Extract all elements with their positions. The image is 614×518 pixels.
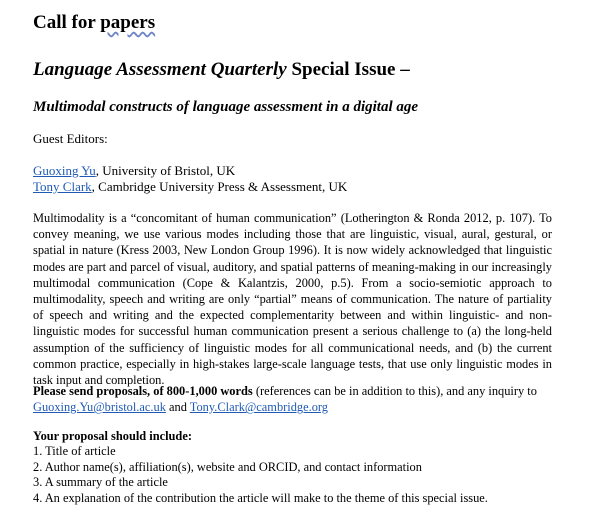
title-prefix: Call for bbox=[33, 12, 101, 33]
proposal-bold-text: Please send proposals, of 800-1,000 words bbox=[33, 384, 253, 398]
editor-name-link[interactable]: Tony Clark bbox=[33, 179, 92, 194]
include-heading: Your proposal should include: bbox=[33, 429, 192, 443]
include-list bbox=[33, 444, 488, 506]
proposal-text: (references can be in addition to this), and any inquiry to bbox=[252, 384, 537, 398]
special-issue-subtitle: Multimodal constructs of language assessment in a digital age bbox=[33, 99, 419, 115]
proposal-joiner: and bbox=[165, 400, 190, 415]
list-item: 3. A summary of the article bbox=[33, 475, 168, 490]
issue-suffix: Special Issue – bbox=[286, 59, 410, 80]
special-issue-heading bbox=[33, 59, 410, 81]
editor-line bbox=[33, 179, 347, 195]
journal-name: Language Assessment Quarterly bbox=[33, 59, 287, 80]
email-link-clark[interactable]: Tony.Clark@cambridge.org bbox=[189, 400, 328, 415]
editor-line bbox=[33, 163, 235, 179]
body-paragraph: Multimodality is a “concomitant of human communication” (Lotherington & Ronda 2012, p. 107). To convey meaning, we use various modes including those that are linguistic, visual, aural, gestural, or spatial in nature (Kress 2003, New London Group 1996). It is now widely acknowledged that linguistic modes are part and parcel of visual, auditory, and spatial patterns of meaning-making in our increasingly multimodal communication (Cope & Kalantzis, 2000, p.5). From a socio-semiotic approach to multimodality, speech and writing are only “partial” means of communication. The nature of partiality of speech and writing and the expected complementarity between and within linguistic- and non-linguistic modes for successful human communication present a serious challenge to (a) the long-held assumption of the sufficiency of linguistic modes for all communicational needs, and (b) the current common practice, especially in high-stakes large-scale language tests, that use only linguistic modes in task input and completion. bbox=[33, 211, 552, 388]
list-item: 1. Title of article bbox=[33, 444, 116, 458]
email-link-yu[interactable]: Guoxing.Yu@bristol.ac.uk bbox=[33, 400, 166, 415]
list-item: 4. An explanation of the contribution the article will make to the theme of this special issue. bbox=[33, 490, 488, 505]
proposal-instructions bbox=[33, 383, 563, 415]
list-item: 2. Author name(s), affiliation(s), website and ORCID, and contact information bbox=[33, 459, 422, 474]
page-title bbox=[33, 12, 155, 34]
editor-affiliation: , University of Bristol, UK bbox=[95, 163, 236, 178]
guest-editors-label: Guest Editors: bbox=[33, 131, 108, 146]
editor-name-link[interactable]: Guoxing Yu bbox=[33, 163, 96, 178]
editor-affiliation: , Cambridge University Press & Assessment, UK bbox=[91, 179, 348, 194]
title-underlined-word: papers bbox=[100, 12, 156, 33]
